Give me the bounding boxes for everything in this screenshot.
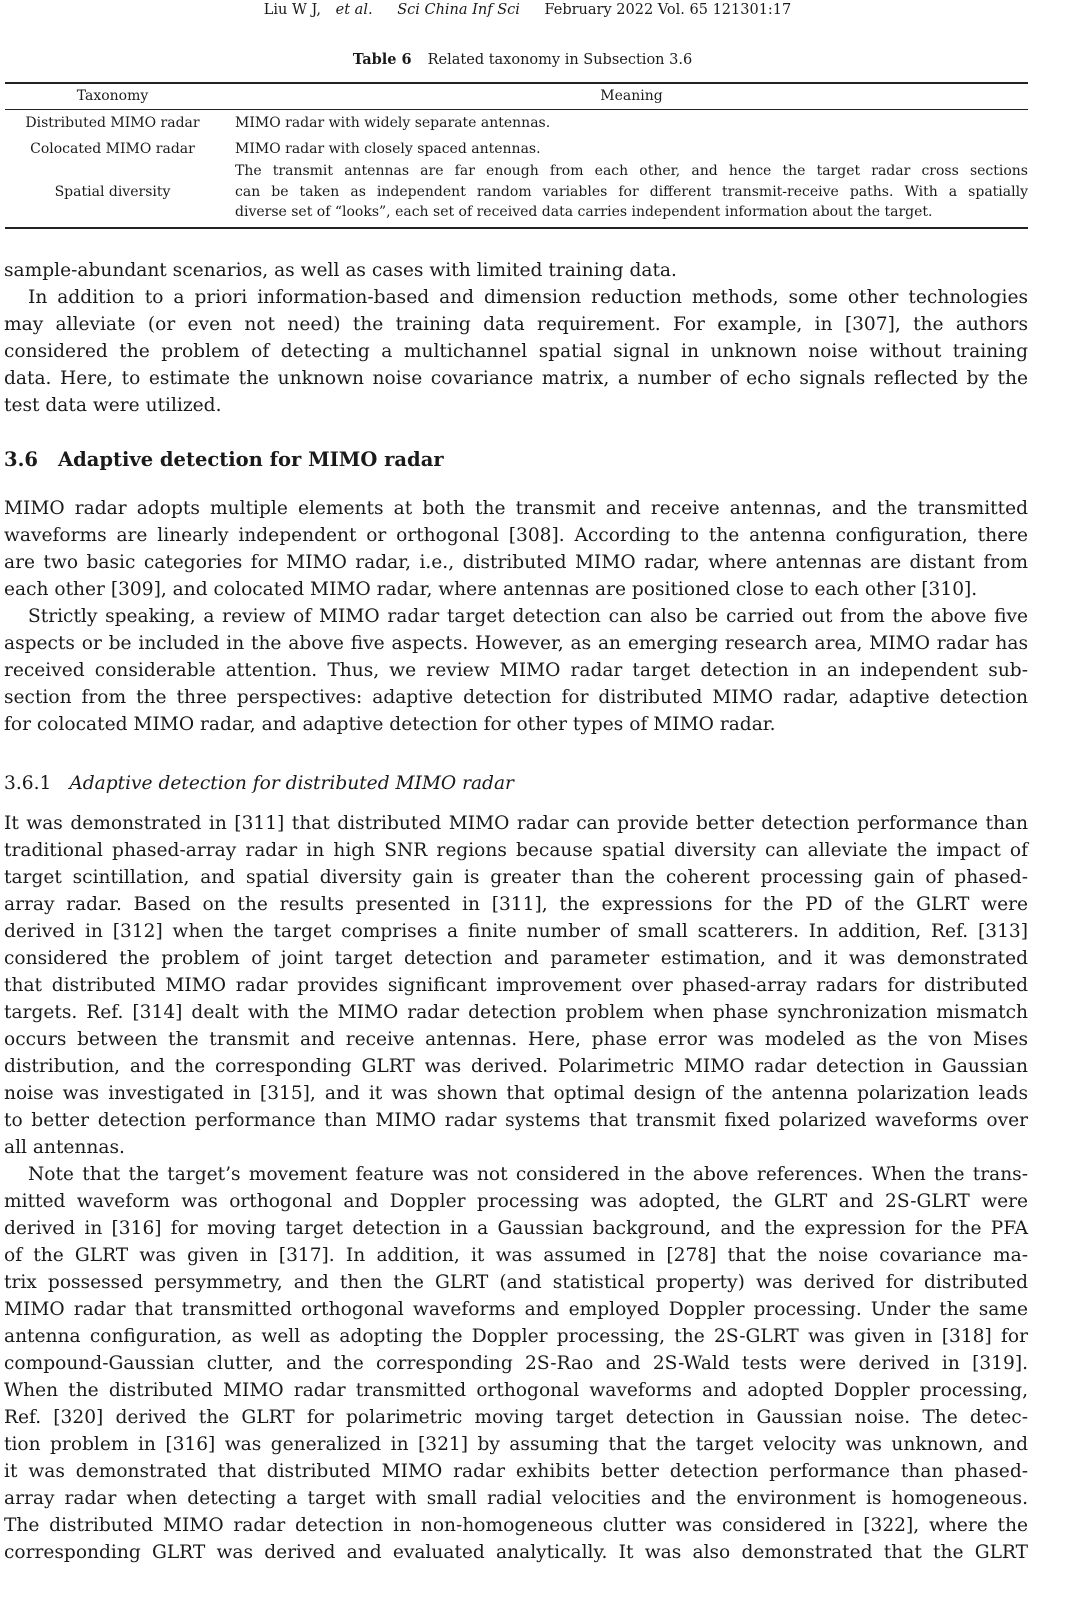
text-line: may alleviate (or even not need) the training data requirement. For example, in [307], the authors — [4, 314, 1028, 335]
text-line: for colocated MIMO radar, and adaptive detection for other types of MIMO radar. — [4, 714, 776, 735]
text-line: array radar when detecting a target with small radial velocities and the environment is homogeneous. — [4, 1488, 1028, 1509]
text-line: all antennas. — [4, 1137, 125, 1158]
text-line: test data were utilized. — [4, 395, 222, 416]
text-line: Note that the target’s movement feature was not considered in the above references. When the trans- — [28, 1164, 1028, 1185]
paragraph — [4, 284, 1028, 419]
meaning-line: diverse set of “looks”, each set of received data carries independent information about the target. — [235, 204, 933, 220]
text-line: data. Here, to estimate the unknown noise covariance matrix, a number of echo signals reflected by the — [4, 368, 1028, 389]
subsection-heading — [4, 773, 514, 794]
text-line: mitted waveform was orthogonal and Doppler processing was adopted, the GLRT and 2S-GLRT were — [4, 1191, 1028, 1212]
text-line: each other [309], and colocated MIMO radar, where antennas are positioned close to each other [310]. — [4, 579, 978, 600]
text-line: section from the three perspectives: adaptive detection for distributed MIMO radar, adaptive detection — [4, 687, 1028, 708]
text-line: it was demonstrated that distributed MIMO radar exhibits better detection performance than phased- — [4, 1461, 1028, 1482]
text-line: derived in [316] for moving target detection in a Gaussian background, and the expression for the PFA — [4, 1218, 1028, 1239]
text-line: received considerable attention. Thus, we review MIMO radar target detection in an independent sub- — [4, 660, 1028, 681]
table-bottom-rule — [5, 227, 1028, 229]
paragraph — [4, 495, 1028, 603]
text-line: MIMO radar that transmitted orthogonal waveforms and employed Doppler processing. Under the same — [4, 1299, 1028, 1320]
text-line: waveforms are linearly independent or orthogonal [308]. According to the antenna configuration, there — [4, 525, 1028, 546]
taxonomy-term: Colocated MIMO radar — [30, 141, 195, 157]
text-line: Strictly speaking, a review of MIMO radar target detection can also be carried out from the above five — [28, 606, 1028, 627]
text-line: traditional phased-array radar in high SNR regions because spatial diversity can alleviate the impact of — [4, 840, 1028, 861]
running-header — [0, 0, 1045, 20]
text-line: antenna configuration, as well as adopting the Doppler processing, the 2S-GLRT was given in [318] for — [4, 1326, 1028, 1347]
meaning-line: can be taken as independent random variables for different transmit-receive paths. With a spatially — [235, 183, 1028, 200]
text-line: compound-Gaussian clutter, and the corresponding 2S-Rao and 2S-Wald tests were derived in [319]. — [4, 1353, 1028, 1374]
text-line: that distributed MIMO radar provides significant improvement over phased-array radars for distributed — [4, 975, 1028, 996]
subsection-title: Adaptive detection for distributed MIMO radar — [69, 773, 514, 794]
table-mid-rule — [5, 109, 1028, 110]
table-caption-text: Related taxonomy in Subsection 3.6 — [427, 52, 693, 68]
text-line: occurs between the transmit and receive antennas. Here, phase error was modeled as the von Mises — [4, 1029, 1028, 1050]
text-line: Ref. [320] derived the GLRT for polarimetric moving target detection in Gaussian noise. The detec- — [4, 1407, 1028, 1428]
text-line: target scintillation, and spatial diversity gain is greater than the coherent processing gain of phased- — [4, 867, 1028, 888]
header-issue: February 2022 Vol. 65 121301:17 — [544, 2, 792, 18]
meaning-line: The transmit antennas are far enough from each other, and hence the target radar cross sections — [235, 163, 1028, 179]
authors: Liu W J, — [263, 2, 322, 18]
text-line: of the GLRT was given in [317]. In addition, it was assumed in [278] that the noise covariance ma- — [4, 1245, 1028, 1266]
paragraph — [4, 603, 1028, 738]
header-authors — [254, 2, 373, 18]
text-line: corresponding GLRT was derived and evaluated analytically. It was also demonstrated that the GLRT — [4, 1542, 1028, 1563]
table-top-rule — [5, 82, 1028, 84]
text-line: sample-abundant scenarios, as well as cases with limited training data. — [4, 260, 677, 281]
taxonomy-meaning — [235, 139, 1028, 160]
taxonomy-meaning — [235, 161, 1028, 223]
text-line: aspects or be included in the above five aspects. However, as an emerging research area, MIMO radar has — [4, 633, 1028, 654]
paragraph — [4, 810, 1028, 1161]
text-line: The distributed MIMO radar detection in non-homogeneous clutter was considered in [322], where the — [4, 1515, 1028, 1536]
section-title: Adaptive detection for MIMO radar — [57, 448, 444, 471]
text-block — [4, 810, 1028, 1566]
table-caption — [0, 51, 1045, 68]
text-line: tion problem in [316] was generalized in [321] by assuming that the target velocity was unknown, and — [4, 1434, 1028, 1455]
text-line: targets. Ref. [314] dealt with the MIMO radar detection problem when phase synchronization mismatch — [4, 1002, 1028, 1023]
taxonomy-meaning — [235, 113, 1028, 134]
text-line: array radar. Based on the results presented in [311], the expressions for the PD of the GLRT were — [4, 894, 1028, 915]
et-al: et al. — [335, 2, 373, 18]
text-line: considered the problem of joint target detection and parameter estimation, and it was demonstrated — [4, 948, 1028, 969]
taxonomy-term: Spatial diversity — [54, 183, 171, 200]
col-header-meaning: Meaning — [600, 88, 663, 104]
paragraph — [4, 257, 1028, 284]
text-line: distribution, and the corresponding GLRT was derived. Polarimetric MIMO radar detection in Gaussian — [4, 1056, 1028, 1077]
text-line: In addition to a priori information-based and dimension reduction methods, some other technologies — [28, 287, 1028, 308]
text-line: to better detection performance than MIMO radar systems that transmit fixed polarized waveforms over — [4, 1110, 1028, 1131]
text-line: trix possessed persymmetry, and then the GLRT (and statistical property) was derived for distributed — [4, 1272, 1028, 1293]
subsection-number: 3.6.1 — [4, 773, 52, 794]
taxonomy-term: Distributed MIMO radar — [25, 115, 200, 131]
text-line: When the distributed MIMO radar transmitted orthogonal waveforms and adopted Doppler processing, — [4, 1380, 1028, 1401]
meaning-line: MIMO radar with widely separate antennas. — [235, 115, 551, 131]
col-header-taxonomy: Taxonomy — [76, 88, 149, 104]
section-heading — [4, 448, 444, 471]
section-number: 3.6 — [4, 448, 38, 471]
text-block — [4, 257, 1028, 419]
header-journal: Sci China Inf Sci — [397, 2, 520, 18]
text-line: are two basic categories for MIMO radar, i.e., distributed MIMO radar, where antennas are distant from — [4, 552, 1028, 573]
table-header-row — [5, 86, 1028, 106]
text-line: It was demonstrated in [311] that distributed MIMO radar can provide better detection performance than — [4, 813, 1028, 834]
text-line: considered the problem of detecting a multichannel spatial signal in unknown noise without training — [4, 341, 1028, 362]
text-block — [4, 495, 1028, 738]
meaning-line: MIMO radar with closely spaced antennas. — [235, 141, 541, 157]
table-label: Table 6 — [352, 51, 412, 68]
text-line: noise was investigated in [315], and it was shown that optimal design of the antenna polarization leads — [4, 1083, 1028, 1104]
paragraph — [4, 1161, 1028, 1566]
text-line: derived in [312] when the target comprises a finite number of small scatterers. In addition, Ref. [313] — [4, 921, 1028, 942]
text-line: MIMO radar adopts multiple elements at both the transmit and receive antennas, and the transmitted — [4, 498, 1028, 519]
